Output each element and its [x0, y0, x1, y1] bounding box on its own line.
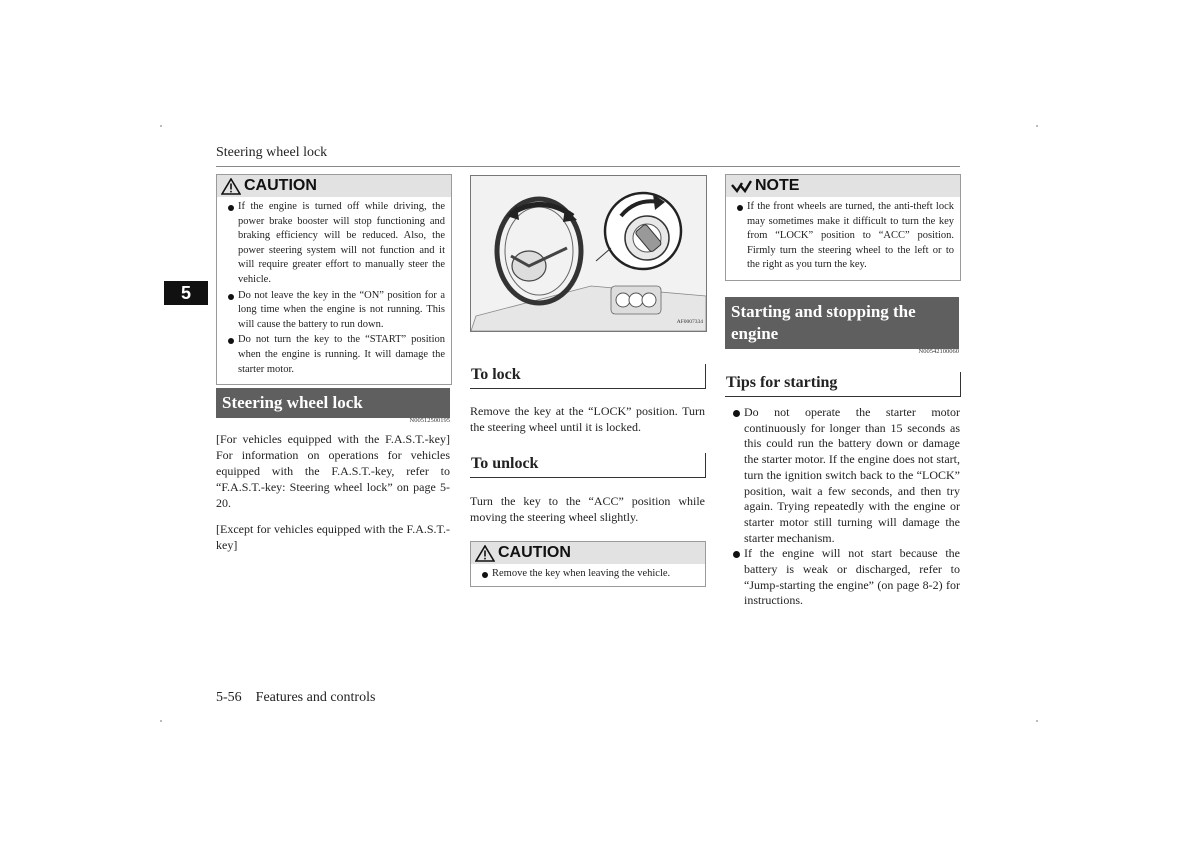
- caution-item: If the engine is turned off while driving, the power brake booster will stop functioning and braking efficiency will be reduced. Also, the power steering system will not function and it will require greater effort to manually steer the vehicle.: [227, 200, 445, 288]
- section-code: N00512500195: [409, 417, 450, 424]
- to-unlock-heading: To unlock: [470, 453, 706, 478]
- caution-box-2-body: [471, 564, 705, 586]
- caution-box-1-header: [217, 175, 451, 197]
- caution-item: Do not turn the key to the “START” position when the engine is running. It will damage the starter motor.: [227, 333, 445, 377]
- chapter-tab: 5: [164, 281, 208, 305]
- crop-mark: [1036, 125, 1038, 127]
- except-fast-key-paragraph: [Except for vehicles equipped with the F.A.S.T.-key]: [216, 522, 450, 552]
- steering-wheel-illustration-icon: [471, 176, 706, 331]
- caution-box-1-body: [217, 197, 451, 384]
- crop-mark: [1036, 720, 1038, 722]
- caution-label: CAUTION: [244, 177, 317, 194]
- starting-stopping-heading: Starting and stopping the engine: [725, 297, 959, 349]
- steering-wheel-lock-heading: Steering wheel lock: [216, 388, 450, 418]
- note-label: NOTE: [755, 177, 800, 194]
- page-header-title: Steering wheel lock: [216, 145, 328, 160]
- page-number: 5-56: [216, 690, 242, 705]
- caution-box-2: [470, 541, 706, 587]
- note-box-body: [726, 197, 960, 280]
- tip-item: Do not operate the starter motor continuously for longer than 15 seconds as this could run the battery down or damage the starter motor. If the engine does not start, turn the ignition switch back to the “LOCK” position, wait a few seconds, and then try again. Trying repeatedly with the engine or starter motor still turning will damage the starter mechanism.: [727, 405, 960, 546]
- steering-ignition-illustration: [470, 175, 707, 332]
- note-check-icon: [730, 178, 752, 194]
- fast-key-paragraph: [For vehicles equipped with the F.A.S.T.-key] For information on operations for vehicles equipped with the F.A.S.T.-key, refer to “F.A.S.T.-key: Steering wheel lock” on page 5-20.: [216, 432, 450, 510]
- page-footer: [216, 690, 375, 706]
- caution-box-2-header: [471, 542, 705, 564]
- warning-triangle-icon: [221, 178, 241, 195]
- to-lock-heading: To lock: [470, 364, 706, 389]
- section-code: N00542100060: [918, 348, 959, 355]
- footer-section-name: Features and controls: [255, 690, 376, 705]
- warning-triangle-icon: [475, 545, 495, 562]
- figure-code: AF0007334: [676, 319, 703, 325]
- tips-list: [727, 405, 960, 609]
- note-box-header: [726, 175, 960, 197]
- crop-mark: [160, 125, 162, 127]
- caution-box-1: [216, 174, 452, 385]
- header-rule: [216, 166, 960, 167]
- tips-for-starting-heading: Tips for starting: [725, 372, 961, 397]
- to-unlock-text: Turn the key to the “ACC” position while moving the steering wheel slightly.: [470, 494, 705, 524]
- to-lock-text: Remove the key at the “LOCK” position. Turn the steering wheel until it is locked.: [470, 404, 705, 434]
- crop-mark: [160, 720, 162, 722]
- note-item: If the front wheels are turned, the anti-theft lock may sometimes make it difficult to turn the key from “LOCK” position to “ACC” position. Firmly turn the steering wheel to the left or to the right as you turn the key.: [736, 200, 954, 273]
- caution-label: CAUTION: [498, 544, 571, 561]
- note-box: [725, 174, 961, 281]
- tip-item: If the engine will not start because the battery is weak or discharged, refer to “Jump-starting the engine” (on page 8-2) for instructions.: [727, 546, 960, 609]
- caution-item: Remove the key when leaving the vehicle.: [481, 567, 699, 582]
- caution-item: Do not leave the key in the “ON” position for a long time when the engine is not running. This will cause the battery to run down.: [227, 289, 445, 333]
